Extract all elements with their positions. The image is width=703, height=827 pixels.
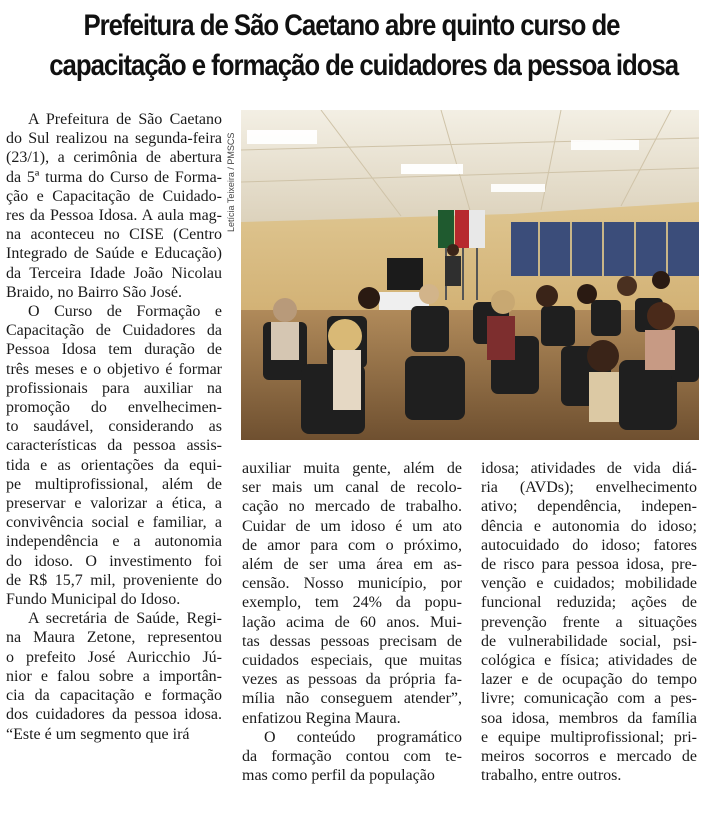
article-line: o prefeito José Auricchio Jú-: [6, 648, 222, 666]
article-line: de R$ 15,7 mil, proveniente do: [6, 571, 222, 589]
article-line: cológica e física; atividades de: [481, 652, 697, 670]
article-line: venção e cuidados; mobilidade: [481, 575, 697, 593]
article-line: vezes as pessoas da própria fa-: [242, 671, 462, 689]
article-column-2: [242, 459, 462, 785]
article-line: Integrado de Saúde e Educação): [6, 245, 222, 263]
article-line: meiros socorros e mercado de: [481, 748, 697, 766]
article-line: promoção do envelhecimen-: [6, 399, 222, 417]
article-line: “Este é um segmento que irá: [6, 725, 190, 743]
article-line: O conteúdo programático: [264, 728, 462, 746]
article-line: livre; comunicação com a pes-: [481, 690, 697, 708]
article-line: tida e as orientações da equi-: [6, 456, 222, 474]
article-line: na aconteceu no CISE (Centro: [6, 226, 222, 244]
article-line: Pessoa Idosa tem duração de: [6, 341, 222, 359]
article-line: prevenção frente a situações: [481, 613, 697, 631]
article-line: independência e a autonomia: [6, 533, 222, 551]
article-line: lazer e de ocupação do tempo: [481, 671, 697, 689]
article-line: enfatizou Regina Maura.: [242, 709, 401, 727]
article-line: além de ser uma área em as-: [242, 556, 462, 574]
article-line: censão. Nosso município, por: [242, 575, 462, 593]
article-line: to saudável, considerando as: [6, 418, 222, 436]
article-line: autocuidado do idoso; fatores: [481, 536, 697, 554]
article-line: lação acima de 60 anos. Mui-: [242, 613, 462, 631]
article-line: e equipe multiprofissional; pri-: [481, 728, 697, 746]
article-line: ativo; dependência, indepen-: [481, 498, 697, 516]
article-line: ser mais um canal de recolo-: [242, 479, 462, 497]
article-line: Capacitação de Cuidadores da: [6, 322, 222, 340]
article-line: tas dessas pessoas precisam de: [242, 632, 462, 650]
article-line: do idoso. O investimento foi: [6, 552, 222, 570]
article-line: res da Pessoa Idosa. A aula mag-: [6, 207, 222, 225]
article-line: soa idosa, membros da família: [481, 709, 697, 727]
article-line: Fundo Municipal do Idoso.: [6, 591, 181, 609]
article-line: dência e autonomia do idoso;: [481, 517, 697, 535]
article-line: características da pessoa assis-: [6, 437, 222, 455]
photo-credit: Letícia Teixeira / PMSCS: [226, 132, 236, 232]
article-column-3: [481, 459, 697, 785]
article-line: idosa; atividades de vida diá-: [481, 460, 697, 477]
article-line: A secretária de Saúde, Regi-: [28, 610, 222, 628]
article-line: convivência social e familiar, a: [6, 514, 222, 532]
event-photo: [241, 110, 699, 440]
article-line: preservar e valorizar a ética, a: [6, 495, 222, 513]
article-line: profissionais para auxiliar na: [6, 379, 222, 397]
article-line: três meses e o objetivo é formar: [6, 360, 222, 378]
article-line: Cuidar de um idoso é um ato: [242, 517, 462, 535]
article-line: de amor para com o próximo,: [242, 536, 462, 554]
article-column-1: [6, 110, 222, 744]
article-line: ção e Capacitação de Cuidado-: [6, 187, 222, 205]
article-line: (23/1), a cerimônia de abertura: [6, 149, 222, 167]
article-line: na Maura Zetone, representou: [6, 629, 222, 647]
article-line: Braido, no Bairro São José.: [6, 283, 182, 301]
article-line: trabalho, entre outros.: [481, 767, 622, 785]
article-line: de vulnerabilidade social, psi-: [481, 632, 697, 650]
article-line: da Terceira Idade João Nicolau: [6, 264, 222, 282]
article-line: mas como perfil da população: [242, 767, 435, 785]
headline-line-2: capacitação e formação de cuidadores da pessoa idosa: [49, 49, 679, 82]
article-line: ria (AVDs); envelhecimento: [481, 479, 697, 497]
article-line: do Sul realizou na segunda-feira: [6, 130, 222, 148]
article-line: A Prefeitura de São Caetano: [28, 111, 222, 128]
article-line: nior e falou sobre a importân-: [6, 667, 222, 685]
article-line: cação no mercado de trabalho.: [242, 498, 462, 516]
article-line: cia da capacitação e formação: [6, 687, 222, 705]
article-line: mília não conseguem atender”,: [242, 690, 462, 708]
article-line: de risco para pessoa idosa, pre-: [481, 556, 697, 574]
article-line: da 5ª turma do Curso de Forma-: [6, 168, 222, 186]
article-line: exemplo, tem 24% da popu-: [242, 594, 462, 612]
article-line: O Curso de Formação e: [28, 303, 222, 321]
article-line: da formação contou com te-: [242, 748, 462, 766]
article-line: dos cuidadores da pessoa idosa.: [6, 706, 222, 724]
article-line: pe multiprofissional, além de: [6, 475, 222, 493]
article-line: funcional reduzida; ações de: [481, 594, 697, 612]
article-headline: [49, 6, 679, 86]
headline-line-1: Prefeitura de São Caetano abre quinto curso de: [83, 9, 620, 42]
article-line: auxiliar muita gente, além de: [242, 460, 462, 477]
article-line: cuidados especiais, que muitas: [242, 652, 462, 670]
